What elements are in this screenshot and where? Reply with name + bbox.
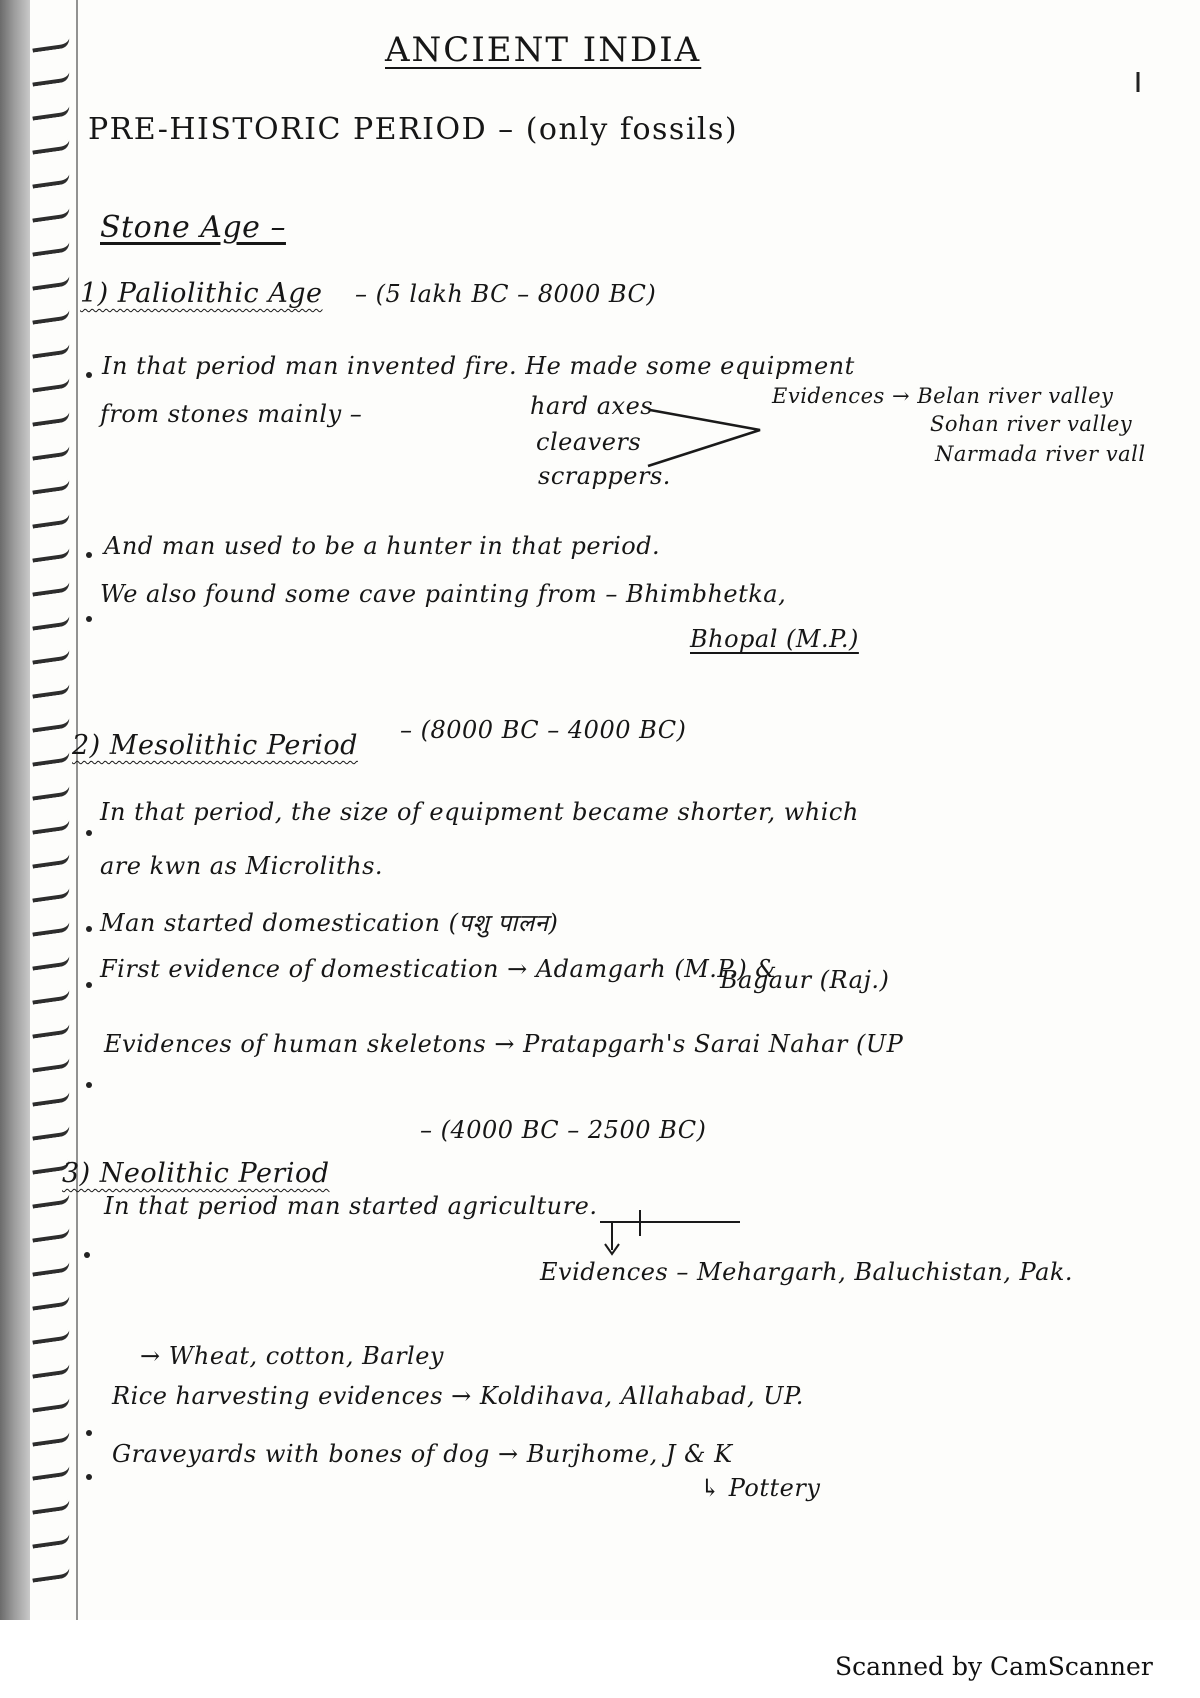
scanner-watermark: Scanned by CamScanner (835, 1652, 1153, 1681)
mesolithic-line-3: Man started domestication (पशु पालन) (100, 909, 559, 937)
mesolithic-line-1: In that period, the size of equipment became shorter, which (100, 798, 859, 826)
tool-item: cleavers (536, 428, 642, 456)
neolithic-line-4: Rice harvesting evidences → Koldihava, Allahabad, UP. (112, 1382, 804, 1410)
tool-item: scrappers. (538, 462, 671, 490)
neolithic-line-3: → Wheat, cotton, Barley (140, 1342, 444, 1370)
paleolithic-heading: 1) Paliolithic Age (80, 278, 323, 309)
bracket-arrow (648, 410, 760, 466)
neolithic-dates: – (4000 BC – 2500 BC) (420, 1116, 707, 1144)
mesolithic-line-4: First evidence of domestication → Adamgarh (M.P.) & (100, 955, 778, 983)
neolithic-heading: 3) Neolithic Period (62, 1158, 330, 1189)
tool-item: hard axes (530, 392, 654, 420)
neolithic-line-6: ↳ Pottery (700, 1474, 821, 1502)
down-arrow (600, 1210, 740, 1254)
evidence-label: Evidences → Belan river valley (772, 384, 1114, 408)
paleolithic-dates: – (5 lakh BC – 8000 BC) (355, 280, 657, 308)
mesolithic-line-2: are kwn as Microliths. (100, 852, 384, 880)
page-title: ANCIENT INDIA (385, 30, 702, 70)
paleolithic-line-1: In that period man invented fire. He made some equipment (102, 352, 855, 380)
paleolithic-line-2: from stones mainly – (100, 400, 363, 428)
neolithic-line-2: Evidences – Mehargarh, Baluchistan, Pak. (540, 1258, 1074, 1286)
paleolithic-line-5: Bhopal (M.P.) (690, 625, 859, 653)
paleolithic-line-3: And man used to be a hunter in that period. (104, 532, 661, 560)
mesolithic-dates: – (8000 BC – 4000 BC) (400, 716, 687, 744)
period-heading: PRE-HISTORIC PERIOD – (only fossils) (88, 112, 739, 147)
paleolithic-line-4: We also found some cave painting from – Bhimbhetka, (100, 580, 787, 608)
mesolithic-line-6: Evidences of human skeletons → Pratapgarh's Sarai Nahar (UP (104, 1030, 904, 1058)
evidence-item: Sohan river valley (930, 412, 1133, 436)
neolithic-line-5: Graveyards with bones of dog → Burjhome, J & K (112, 1440, 733, 1468)
mesolithic-heading: 2) Mesolithic Period (72, 730, 358, 761)
evidence-item: Narmada river vall (935, 442, 1146, 466)
stone-age-heading: Stone Age – (100, 210, 286, 245)
neolithic-line-1: In that period man started agriculture. (104, 1192, 598, 1220)
mesolithic-line-5: Bagaur (Raj.) (720, 966, 890, 994)
